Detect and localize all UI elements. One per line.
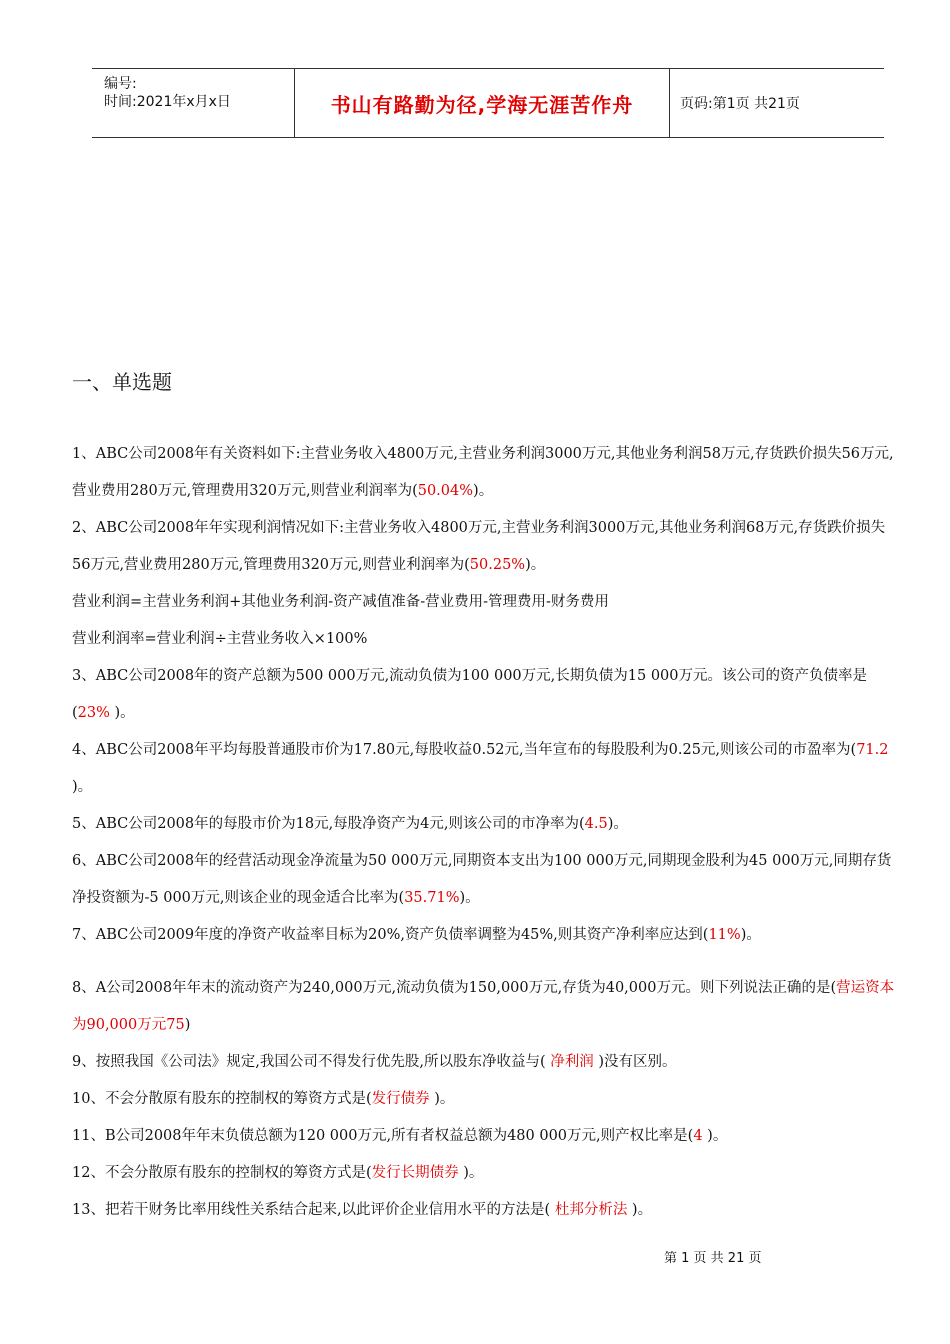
formula-operating-profit: 营业利润=主营业务利润+其他业务利润-资产减值准备-营业费用-管理费用-财务费用	[72, 594, 609, 610]
question-13: 13、把若干财务比率用线性关系结合起来,以此评价企业信用水平的方法是( 杜邦分析法 )。	[72, 1202, 653, 1218]
question-12: 12、不会分散原有股东的控制权的筹资方式是(发行长期债券 )。	[72, 1165, 484, 1181]
doc-time-label: 时间:2021年x月x日	[104, 94, 231, 110]
header-page-info: 页码:第1页 共21页	[680, 96, 800, 112]
question-1: 1、ABC公司2008年有关资料如下:主营业务收入4800万元,主营业务利润3000万元,其他业务利润58万元,存货跌价损失56万元,营业费用280万元,管理费用320万元,则营业利润率为(50.04%)。	[72, 446, 894, 499]
answer-6: 35.71%	[404, 890, 460, 906]
answer-7: 11%	[708, 927, 741, 943]
answer-8: 营运资本为90,000万元75	[72, 980, 895, 1033]
question-2: 2、ABC公司2008年年实现利润情况如下:主营业务收入4800万元,主营业务利润3000万元,其他业务利润68万元,存货跌价损失56万元,营业费用280万元,管理费用320万元,则营业利润率为(50.25%)。	[72, 520, 886, 573]
question-list	[72, 436, 902, 1229]
section-title: 一、单选题	[72, 370, 172, 394]
answer-4: 71.2	[856, 742, 889, 758]
formula-operating-margin: 营业利润率=营业利润÷主营业务收入×100%	[72, 631, 368, 647]
answer-9: 净利润	[550, 1054, 594, 1070]
answer-5: 4.5	[584, 816, 608, 832]
answer-12: 发行长期债券	[371, 1165, 459, 1181]
header-motto: 书山有路勤为径,学海无涯苦作舟	[330, 92, 634, 117]
question-8: 8、A公司2008年年末的流动资产为240,000万元,流动负债为150,000万元,存货为40,000万元。则下列说法正确的是(营运资本为90,000万元75)	[72, 980, 895, 1033]
question-11: 11、B公司2008年年末负债总额为120 000万元,所有者权益总额为480 000万元,则产权比率是(4 )。	[72, 1128, 728, 1144]
answer-11: 4	[693, 1128, 703, 1144]
answer-10: 发行债券	[371, 1091, 430, 1107]
question-5: 5、ABC公司2008年的每股市价为18元,每股净资产为4元,则该公司的市净率为(4.5)。	[72, 816, 628, 832]
header-page-cell	[670, 69, 884, 137]
question-4: 4、ABC公司2008年平均每股普通股市价为17.80元,每股收益0.52元,当年宣布的每股股利为0.25元,则该公司的市盈率为(71.2 )。	[72, 742, 889, 795]
header-motto-cell	[295, 69, 670, 137]
spacer	[72, 954, 902, 970]
question-7: 7、ABC公司2009年度的净资产收益率目标为20%,资产负债率调整为45%,则其资产净利率应达到(11%)。	[72, 927, 761, 943]
answer-3: 23%	[77, 705, 110, 721]
answer-13: 杜邦分析法	[554, 1202, 628, 1218]
question-3: 3、ABC公司2008年的资产总额为500 000万元,流动负债为100 000万元,长期负债为15 000万元。该公司的资产负债率是(23% )。	[72, 668, 867, 721]
answer-1: 50.04%	[417, 483, 474, 499]
page-header	[92, 68, 884, 138]
answer-2: 50.25%	[469, 557, 526, 573]
question-6: 6、ABC公司2008年的经营活动现金净流量为50 000万元,同期资本支出为100 000万元,同期现金股利为45 000万元,同期存货净投资额为-5 000万元,则该企业的现金适合比率为(35.71%)。	[72, 853, 892, 906]
header-meta	[92, 69, 295, 137]
question-10: 10、不会分散原有股东的控制权的筹资方式是(发行债券 )。	[72, 1091, 455, 1107]
doc-number-label: 编号:	[104, 76, 137, 92]
page-footer: 第 1 页 共 21 页	[664, 1251, 762, 1266]
question-9: 9、按照我国《公司法》规定,我国公司不得发行优先股,所以股东净收益与( 净利润 )没有区别。	[72, 1054, 677, 1070]
